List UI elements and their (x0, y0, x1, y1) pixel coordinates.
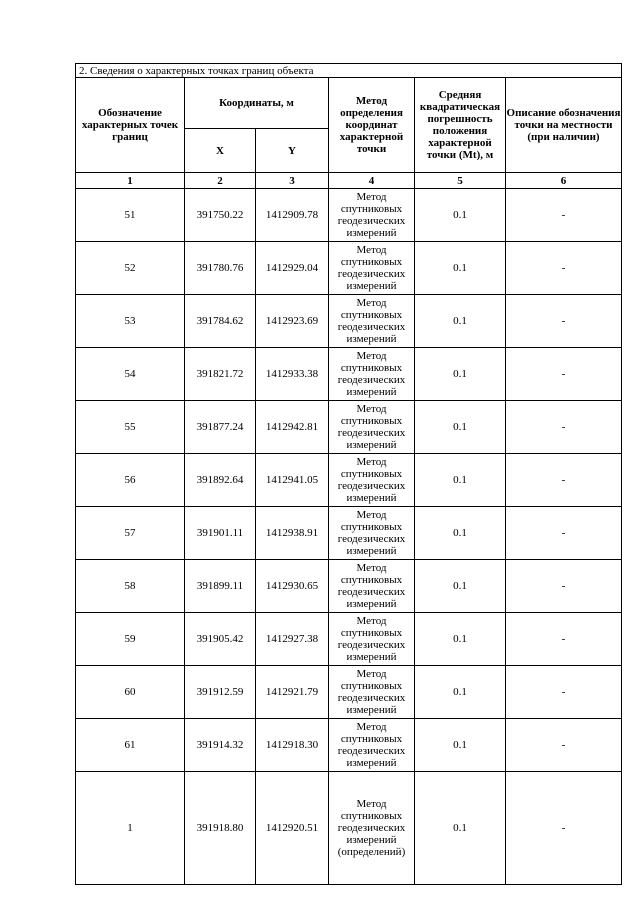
table-body (76, 189, 622, 885)
column-number: 3 (256, 173, 329, 189)
coord-x: 391918.80 (185, 772, 256, 885)
boundary-points-table (75, 63, 622, 885)
coord-x: 391877.24 (185, 401, 256, 454)
coord-y: 1412941.05 (256, 454, 329, 507)
accuracy-cell: 0.1 (415, 401, 506, 454)
table-row (76, 401, 622, 454)
description-cell: - (506, 348, 622, 401)
table-row (76, 507, 622, 560)
coord-y: 1412921.79 (256, 666, 329, 719)
column-numbers-row (76, 173, 622, 189)
method-cell: Метод спутниковых геодезических измерений (329, 666, 415, 719)
column-number: 5 (415, 173, 506, 189)
coord-x: 391905.42 (185, 613, 256, 666)
coord-y: 1412909.78 (256, 189, 329, 242)
accuracy-cell: 0.1 (415, 189, 506, 242)
header-point-designation: Обозначение характерных точек границ (76, 78, 185, 173)
document-page (75, 63, 621, 885)
table-row (76, 560, 622, 613)
accuracy-cell: 0.1 (415, 666, 506, 719)
column-number: 1 (76, 173, 185, 189)
section-title: 2. Сведения о характерных точках границ объекта (76, 64, 622, 78)
point-number: 58 (76, 560, 185, 613)
point-number: 55 (76, 401, 185, 454)
coord-y: 1412933.38 (256, 348, 329, 401)
column-number: 2 (185, 173, 256, 189)
method-cell: Метод спутниковых геодезических измерений (определений) (329, 772, 415, 885)
coord-x: 391912.59 (185, 666, 256, 719)
method-cell: Метод спутниковых геодезических измерений (329, 613, 415, 666)
point-number: 60 (76, 666, 185, 719)
accuracy-cell: 0.1 (415, 507, 506, 560)
header-x: X (185, 129, 256, 173)
table-row (76, 348, 622, 401)
table-row (76, 295, 622, 348)
description-cell: - (506, 613, 622, 666)
method-cell: Метод спутниковых геодезических измерений (329, 348, 415, 401)
point-number: 53 (76, 295, 185, 348)
method-cell: Метод спутниковых геодезических измерений (329, 719, 415, 772)
point-number: 51 (76, 189, 185, 242)
method-cell: Метод спутниковых геодезических измерений (329, 560, 415, 613)
header-description: Описание обозначения точки на местности (при наличии) (506, 78, 622, 173)
accuracy-cell: 0.1 (415, 772, 506, 885)
table-row (76, 242, 622, 295)
point-number: 52 (76, 242, 185, 295)
method-cell: Метод спутниковых геодезических измерений (329, 295, 415, 348)
coord-y: 1412918.30 (256, 719, 329, 772)
point-number: 59 (76, 613, 185, 666)
method-cell: Метод спутниковых геодезических измерений (329, 454, 415, 507)
coord-x: 391914.32 (185, 719, 256, 772)
accuracy-cell: 0.1 (415, 560, 506, 613)
coord-y: 1412938.91 (256, 507, 329, 560)
description-cell: - (506, 719, 622, 772)
description-cell: - (506, 772, 622, 885)
description-cell: - (506, 454, 622, 507)
accuracy-cell: 0.1 (415, 242, 506, 295)
table-row (76, 454, 622, 507)
column-number: 6 (506, 173, 622, 189)
coord-y: 1412923.69 (256, 295, 329, 348)
accuracy-cell: 0.1 (415, 295, 506, 348)
coord-y: 1412927.38 (256, 613, 329, 666)
coord-x: 391780.76 (185, 242, 256, 295)
accuracy-cell: 0.1 (415, 454, 506, 507)
description-cell: - (506, 189, 622, 242)
point-number: 56 (76, 454, 185, 507)
header-accuracy: Средняя квадратическая погрешность положения характерной точки (Mt), м (415, 78, 506, 173)
description-cell: - (506, 242, 622, 295)
point-number: 61 (76, 719, 185, 772)
description-cell: - (506, 666, 622, 719)
table-row (76, 772, 622, 885)
method-cell: Метод спутниковых геодезических измерений (329, 242, 415, 295)
point-number: 1 (76, 772, 185, 885)
accuracy-cell: 0.1 (415, 613, 506, 666)
description-cell: - (506, 401, 622, 454)
column-number: 4 (329, 173, 415, 189)
point-number: 57 (76, 507, 185, 560)
description-cell: - (506, 560, 622, 613)
header-method: Метод определения координат характерной точки (329, 78, 415, 173)
coord-x: 391784.62 (185, 295, 256, 348)
description-cell: - (506, 507, 622, 560)
coord-y: 1412929.04 (256, 242, 329, 295)
coord-x: 391821.72 (185, 348, 256, 401)
coord-y: 1412920.51 (256, 772, 329, 885)
accuracy-cell: 0.1 (415, 719, 506, 772)
coord-x: 391750.22 (185, 189, 256, 242)
method-cell: Метод спутниковых геодезических измерений (329, 507, 415, 560)
table-row (76, 719, 622, 772)
coord-x: 391892.64 (185, 454, 256, 507)
coord-x: 391899.11 (185, 560, 256, 613)
coord-y: 1412942.81 (256, 401, 329, 454)
header-y: Y (256, 129, 329, 173)
description-cell: - (506, 295, 622, 348)
method-cell: Метод спутниковых геодезических измерений (329, 189, 415, 242)
coord-y: 1412930.65 (256, 560, 329, 613)
point-number: 54 (76, 348, 185, 401)
table-row (76, 189, 622, 242)
method-cell: Метод спутниковых геодезических измерений (329, 401, 415, 454)
table-row (76, 666, 622, 719)
coord-x: 391901.11 (185, 507, 256, 560)
accuracy-cell: 0.1 (415, 348, 506, 401)
header-coordinates: Координаты, м (185, 78, 329, 129)
table-row (76, 613, 622, 666)
